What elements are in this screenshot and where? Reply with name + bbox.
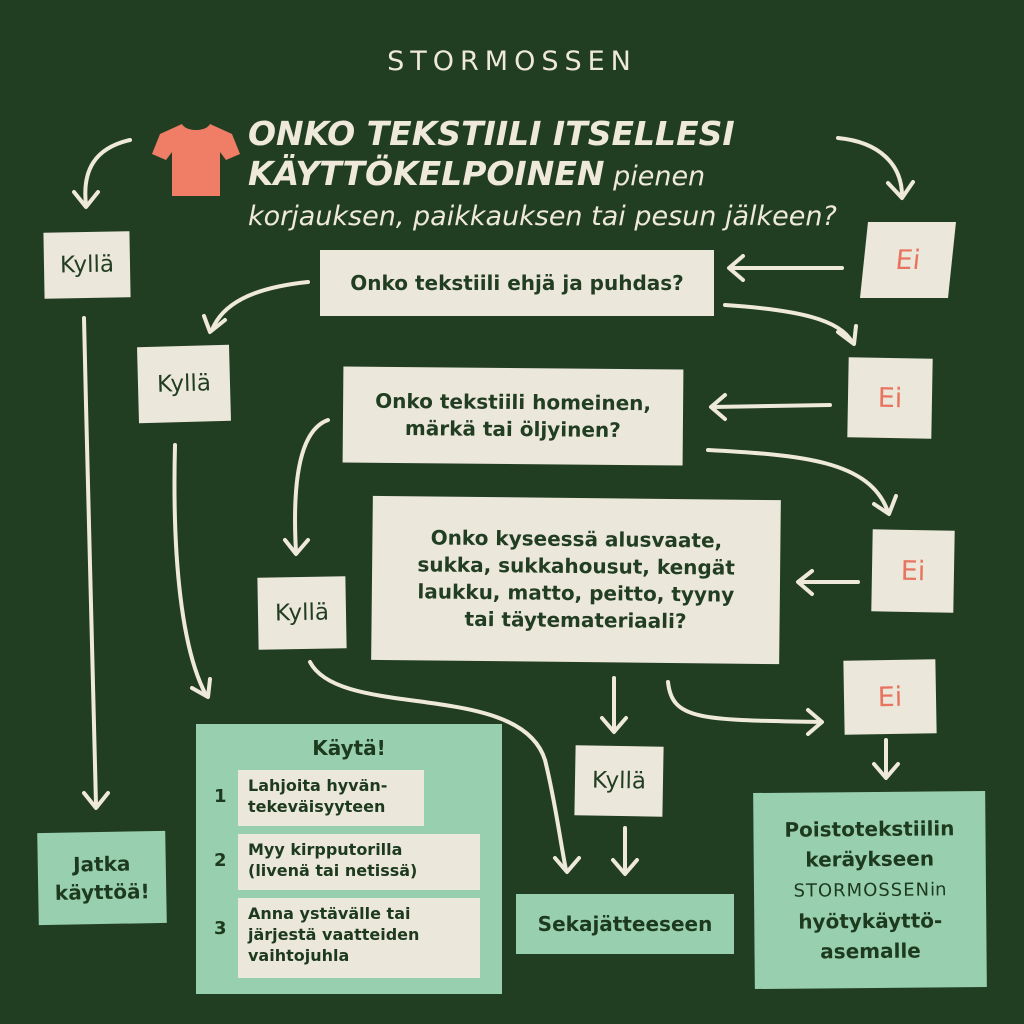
outcome-continue-line2: käyttöä! — [54, 879, 150, 905]
question-items-line2: sukka, sukkahousut, kengät — [417, 552, 735, 580]
question-mold-line2: märkä tai öljyinen? — [404, 416, 621, 442]
option-give-line3: vaihtojuhla — [248, 946, 350, 965]
answer-yes-3: Kyllä — [257, 576, 346, 650]
t-shirt-icon — [152, 120, 240, 198]
question-items-line4: tai täytemateriaali? — [464, 606, 687, 634]
outcome-textile-collection — [753, 791, 987, 989]
question-intact-clean — [320, 250, 714, 316]
question-intact-clean-text: Onko tekstiili ehjä ja puhdas? — [350, 270, 684, 295]
outcome-mixed-waste: Sekajätteeseen — [516, 894, 734, 954]
arrow-no2-to-q3 — [712, 405, 830, 407]
option-sell-line1: Myy kirpputorilla — [248, 840, 403, 859]
outcome-collection-brand: STORMOSSEN — [793, 879, 931, 902]
outcome-continue-line1: Jatka — [72, 851, 131, 877]
option-number-2: 2 — [214, 850, 227, 871]
option-number-3: 3 — [214, 918, 227, 939]
arrow-main-to-yes — [85, 140, 130, 205]
brand-logo: STORMOSSEN — [387, 46, 637, 77]
answer-no-4: Ei — [843, 659, 936, 735]
answer-no-2: Ei — [847, 357, 932, 438]
outcome-collection-line4: hyötykäyttö- — [798, 908, 943, 934]
option-give-line1: Anna ystävälle tai — [248, 904, 411, 923]
option-sell — [238, 834, 480, 890]
arrow-q4-to-no4 — [668, 682, 820, 722]
question-mold-line1: Onko tekstiili homeinen, — [375, 388, 652, 416]
question-mold-wet-oily — [343, 367, 684, 466]
outcome-collection-line1: Poistotekstiilin — [784, 816, 955, 842]
answer-yes-4: Kyllä — [574, 745, 663, 817]
answer-no-1: Ei — [860, 222, 956, 298]
arrow-q2-to-yes2 — [212, 282, 308, 330]
answer-yes-2: Kyllä — [137, 345, 231, 423]
option-donate — [238, 770, 424, 826]
option-number-1: 1 — [214, 786, 227, 807]
answer-yes-1: Kyllä — [43, 231, 130, 298]
arrow-q2-to-no2 — [725, 305, 852, 342]
outcome-continue-use — [37, 831, 167, 925]
main-question-line2-rest: pienen — [604, 161, 706, 192]
option-give-line2: järjestä vaatteiden — [248, 925, 420, 944]
outcome-collection-line3 — [785, 873, 955, 906]
option-sell-line2: (livenä tai netissä) — [248, 861, 418, 880]
main-question — [248, 114, 837, 237]
outcome-collection-line2: keräykseen — [805, 846, 935, 872]
arrow-yes2-to-use — [174, 445, 206, 695]
outcome-collection-suffix: in — [929, 879, 947, 901]
answer-no-3: Ei — [871, 529, 954, 612]
option-donate-line1: Lahjoita hyvän- — [248, 776, 388, 795]
option-donate-line2: tekeväisyyteen — [248, 797, 386, 816]
option-give-swap — [238, 898, 480, 978]
question-underwear-etc — [371, 496, 781, 664]
main-question-line2-bold: KÄYTTÖKELPOINEN — [248, 154, 605, 193]
question-items-line3: laukku, matto, peitto, tyyny — [417, 579, 735, 607]
main-question-line3: korjauksen, paikkauksen tai pesun jälkeen? — [248, 201, 837, 232]
arrow-yes1-to-continue — [84, 318, 96, 805]
outcome-collection-line5: asemalle — [820, 938, 921, 964]
question-items-line1: Onko kyseessä alusvaate, — [430, 525, 723, 553]
arrow-q3-to-yes3 — [295, 420, 328, 552]
outcome-use-title: Käytä! — [312, 736, 386, 760]
main-question-line1: ONKO TEKSTIILI ITSELLESI — [248, 114, 735, 153]
